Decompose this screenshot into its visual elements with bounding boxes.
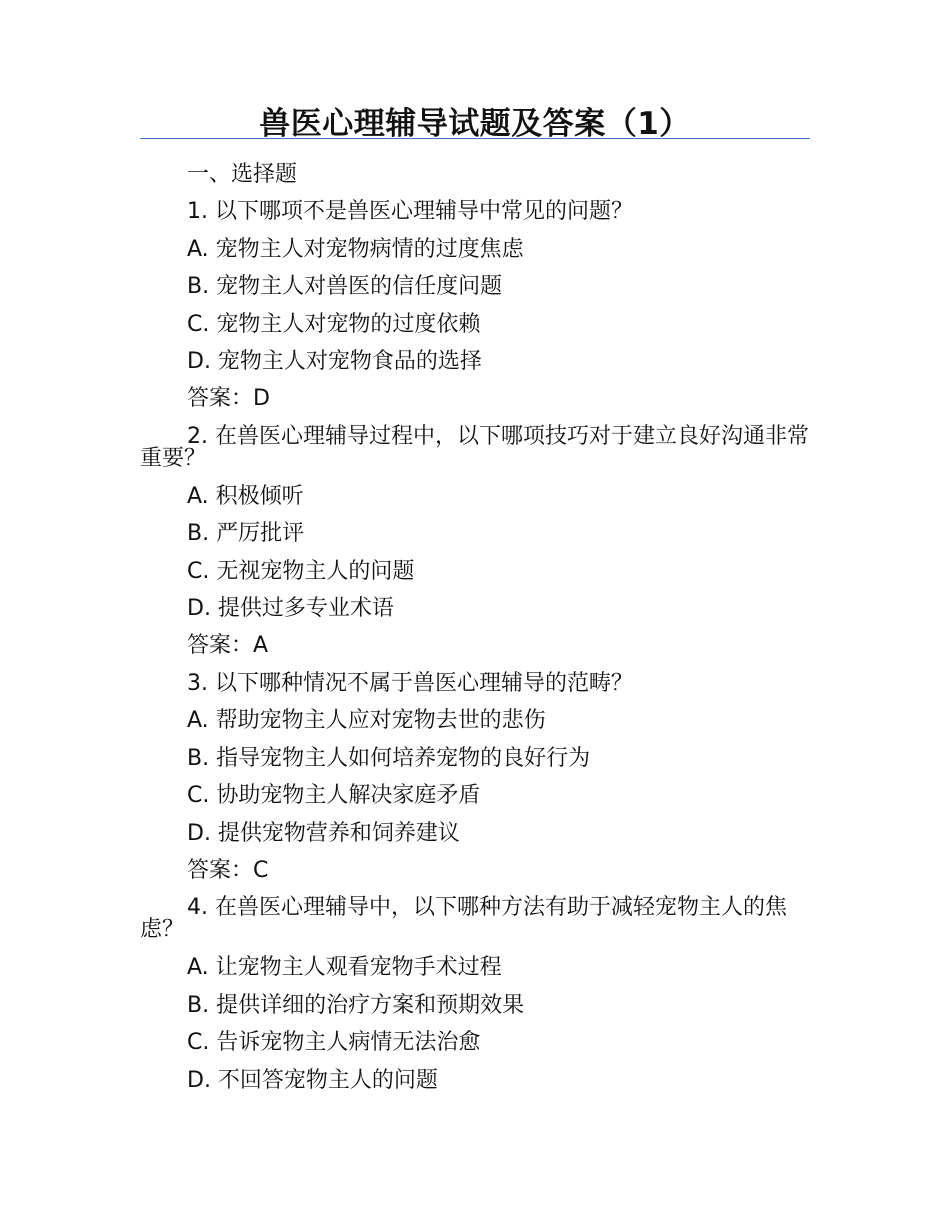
title-underline (140, 138, 810, 139)
answer-option: B. 宠物主人对兽医的信任度问题 (187, 274, 503, 300)
answer-option: B. 严厉批评 (187, 521, 305, 547)
answer-option: A. 让宠物主人观看宠物手术过程 (187, 955, 502, 981)
answer-option: C. 协助宠物主人解决家庭矛盾 (187, 783, 481, 809)
question-text: 3. 以下哪种情况不属于兽医心理辅导的范畴？ (187, 670, 633, 696)
answer-key: 答案：D (187, 386, 270, 412)
answer-key: 答案：C (187, 857, 269, 883)
answer-option: C. 宠物主人对宠物的过度依赖 (187, 311, 481, 337)
document-body (140, 156, 810, 1099)
answer-option: D. 不回答宠物主人的问题 (187, 1067, 438, 1093)
question-text: 1. 以下哪项不是兽医心理辅导中常见的问题？ (187, 199, 633, 225)
document-title: 兽医心理辅导试题及答案（1） (259, 106, 691, 142)
answer-option: A. 帮助宠物主人应对宠物去世的悲伤 (187, 708, 546, 734)
answer-option: D. 提供过多专业术语 (187, 596, 394, 622)
answer-option: D. 提供宠物营养和饲养建议 (187, 820, 460, 846)
answer-option: C. 告诉宠物主人病情无法治愈 (187, 1030, 481, 1056)
question-text: 4. 在兽医心理辅导中，以下哪种方法有助于减轻宠物主人的焦虑？ (140, 895, 787, 943)
answer-option: A. 积极倾听 (187, 483, 304, 509)
answer-option: B. 提供详细的治疗方案和预期效果 (187, 992, 525, 1018)
answer-key: 答案：A (187, 633, 269, 659)
answer-option: A. 宠物主人对宠物病情的过度焦虑 (187, 236, 524, 262)
answer-option: D. 宠物主人对宠物食品的选择 (187, 349, 482, 375)
section-heading: 一、选择题 (187, 162, 298, 187)
answer-option: B. 指导宠物主人如何培养宠物的良好行为 (187, 745, 591, 771)
answer-option: C. 无视宠物主人的问题 (187, 558, 415, 584)
question-text: 2. 在兽医心理辅导过程中，以下哪项技巧对于建立良好沟通非常重要？ (140, 423, 809, 471)
